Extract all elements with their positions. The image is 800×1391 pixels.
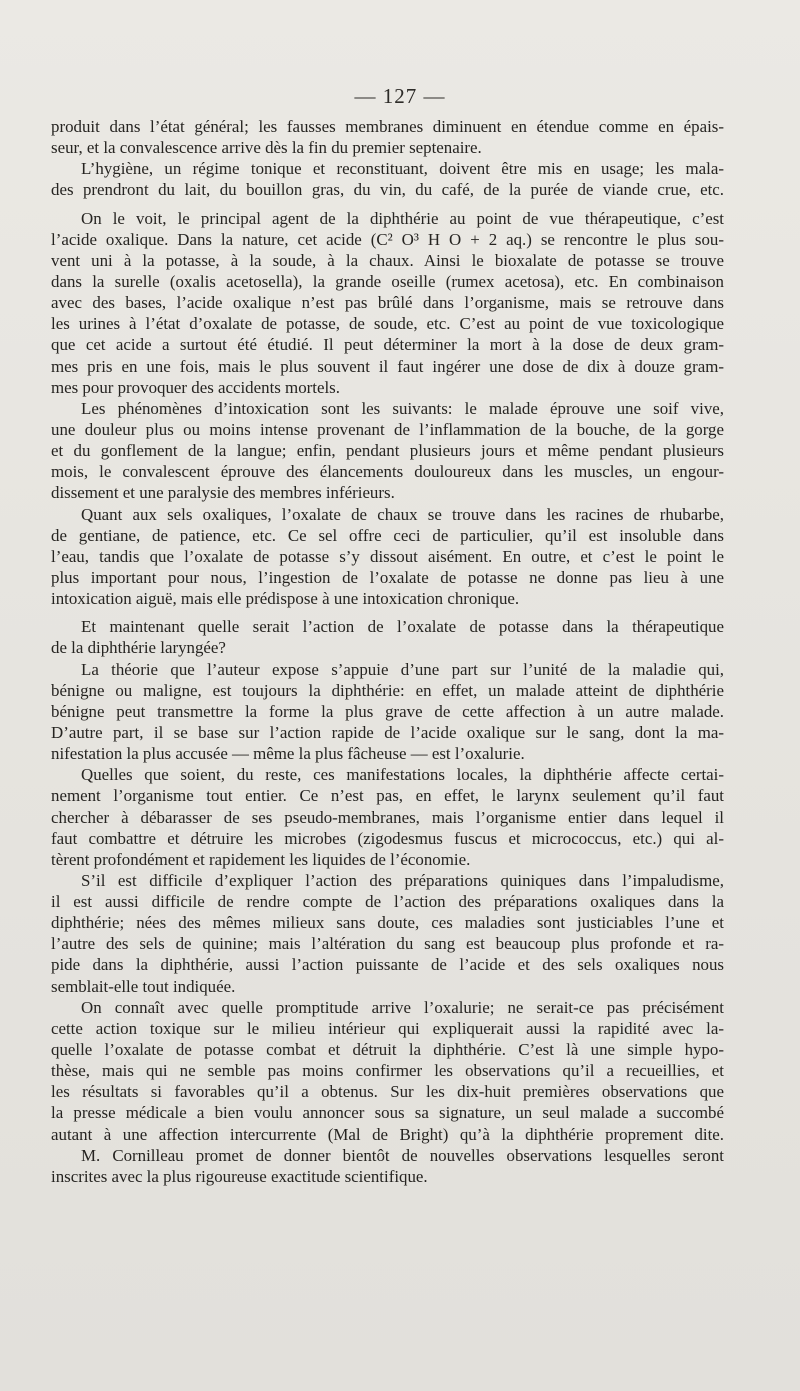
text-line: autant à une affection intercurrente (Mal de Bright) qu’à la diphthérie proprement dite.	[51, 1124, 724, 1144]
text-line: D’autre part, il se base sur l’action rapide de l’acide oxalique sur le sang, dont la ma-	[51, 722, 724, 742]
text-line: nement l’organisme tout entier. Ce n’est pas, en effet, le larynx seulement qu’il faut	[51, 786, 724, 806]
paragraph	[51, 997, 724, 1145]
text-line: les résultats si favorables qu’il a obtenus. Sur les dix-huit premières observations que	[51, 1082, 724, 1102]
text-line: bénigne peut transmettre la forme la plus grave de cette affection à un autre malade.	[51, 701, 724, 721]
text-line: faut combattre et détruire les microbes (zigodesmus fuscus et micrococcus, etc.) qui al-	[51, 828, 724, 848]
text-line: Quelles que soient, du reste, ces manifestations locales, la diphthérie affecte certai-	[81, 765, 724, 785]
text-line: l’eau, tandis que l’oxalate de potasse s’y dissout aisément. En outre, et c’est le point le	[51, 546, 724, 566]
text-line: que cet acide a surtout été étudié. Il peut déterminer la mort à la dose de deux gram-	[51, 335, 724, 355]
text-line: chercher à débarasser de ses pseudo-membranes, mais l’organisme entier dans lequel il	[51, 807, 724, 827]
paragraph	[51, 764, 724, 870]
text-line: mois, le convalescent éprouve des élancements douloureux dans les muscles, un engour-	[51, 462, 724, 482]
text-line: les urines à l’état d’oxalate de potasse, de soude, etc. C’est au point de vue toxicologique	[51, 314, 724, 334]
text-line: une douleur plus ou moins intense provenant de l’inflammation de la bouche, de la gorge	[51, 419, 724, 439]
text-line: M. Cornilleau promet de donner bientôt de nouvelles observations lesquelles seront	[81, 1145, 724, 1165]
text-line: La théorie que l’auteur expose s’appuie d’une part sur l’unité de la maladie qui,	[81, 659, 724, 679]
text-line: bénigne ou maligne, est toujours la diphthérie: en effet, un malade atteint de diphthérie	[51, 680, 724, 700]
paragraph	[51, 504, 724, 610]
text-line: tèrent profondément et rapidement les liquides de l’économie.	[51, 849, 471, 869]
text-line: diphthérie; nées des mêmes milieux sans doute, ces maladies sont justiciables l’une et	[51, 913, 724, 933]
paragraph	[51, 116, 724, 158]
body-text	[51, 116, 724, 1187]
text-line: l’acide oxalique. Dans la nature, cet acide (C² O³ H O + 2 aq.) se rencontre le plus sou-	[51, 229, 724, 249]
paragraph	[51, 870, 724, 997]
paragraph	[51, 659, 724, 765]
text-line: On connaît avec quelle promptitude arrive l’oxalurie; ne serait-ce pas précisément	[81, 997, 724, 1017]
text-line: L’hygiène, un régime tonique et reconstituant, doivent être mis en usage; les mala-	[81, 159, 724, 179]
text-line: semblait-elle tout indiquée.	[51, 976, 236, 996]
paragraph	[51, 398, 724, 504]
text-line: mes pris en une fois, mais le plus souvent il faut ingérer une dose de dix à douze gram-	[51, 356, 724, 376]
text-line: dans la surelle (oxalis acetosella), la grande oseille (rumex acetosa), etc. En combinaison	[51, 271, 724, 291]
text-line: produit dans l’état général; les fausses membranes diminuent en étendue comme en épais-	[51, 117, 724, 136]
paragraph	[51, 616, 724, 658]
text-line: S’il est difficile d’expliquer l’action des préparations quiniques dans l’impaludisme,	[81, 870, 724, 890]
text-line: quelle l’oxalate de potasse combat et détruit la diphthérie. C’est là une simple hypo-	[51, 1040, 724, 1060]
paragraph	[51, 208, 724, 398]
text-line: On le voit, le principal agent de la diphthérie au point de vue thérapeutique, c’est	[81, 208, 724, 228]
text-line: inscrites avec la plus rigoureuse exactitude scientifique.	[51, 1166, 428, 1186]
text-line: Quant aux sels oxaliques, l’oxalate de chaux se trouve dans les racines de rhubarbe,	[81, 504, 724, 524]
text-line: il est aussi difficile de rendre compte de l’action des préparations oxaliques dans la	[51, 892, 724, 912]
text-line: des prendront du lait, du bouillon gras, du vin, du café, de la purée de viande crue, etc.	[51, 180, 724, 200]
text-line: et du gonflement de la langue; enfin, pendant plusieurs jours et même pendant plusieurs	[51, 441, 724, 461]
text-line: avec des bases, l’acide oxalique n’est pas brûlé dans l’organisme, mais se retrouve dans	[51, 293, 724, 313]
text-line: nifestation la plus accusée — même la plus fâcheuse — est l’oxalurie.	[51, 744, 525, 764]
text-line: mes pour provoquer des accidents mortels.	[51, 377, 340, 397]
text-line: de la diphthérie laryngée?	[51, 638, 226, 658]
page-number: — 127 —	[354, 84, 446, 108]
text-line: pide dans la diphthérie, aussi l’action puissante de l’acide et des sels oxaliques nous	[51, 955, 724, 975]
text-line: dissement et une paralysie des membres inférieurs.	[51, 483, 395, 503]
text-line: Et maintenant quelle serait l’action de l’oxalate de potasse dans la thérapeutique	[81, 617, 724, 637]
text-line: seur, et la convalescence arrive dès la fin du premier septenaire.	[51, 138, 482, 158]
text-line: l’autre des sels de quinine; mais l’altération du sang est beaucoup plus profonde et ra-	[51, 934, 724, 954]
text-line: thèse, mais qui ne semble pas moins confirmer les observations qu’il a recueillies, et	[51, 1061, 724, 1081]
paragraph	[51, 1145, 724, 1187]
text-line: cette action toxique sur le milieu intérieur qui expliquerait aussi la rapidité avec la-	[51, 1018, 724, 1038]
section-gap	[51, 201, 724, 208]
text-line: intoxication aiguë, mais elle prédispose à une intoxication chronique.	[51, 589, 520, 609]
text-line: de gentiane, de patience, etc. Ce sel offre ceci de particulier, qu’il est insoluble dans	[51, 525, 724, 545]
paragraph	[51, 158, 724, 200]
text-line: la presse médicale a bien voulu annoncer sous sa signature, un seul malade a succombé	[51, 1103, 724, 1123]
text-line: vent uni à la potasse, à la soude, à la chaux. Ainsi le bioxalate de potasse se trouve	[51, 250, 724, 270]
text-line: plus important pour nous, l’ingestion de l’oxalate de potasse ne donne pas lieu à une	[51, 567, 724, 587]
section-gap	[51, 609, 724, 616]
text-line: Les phénomènes d’intoxication sont les suivants: le malade éprouve une soif vive,	[81, 398, 724, 418]
